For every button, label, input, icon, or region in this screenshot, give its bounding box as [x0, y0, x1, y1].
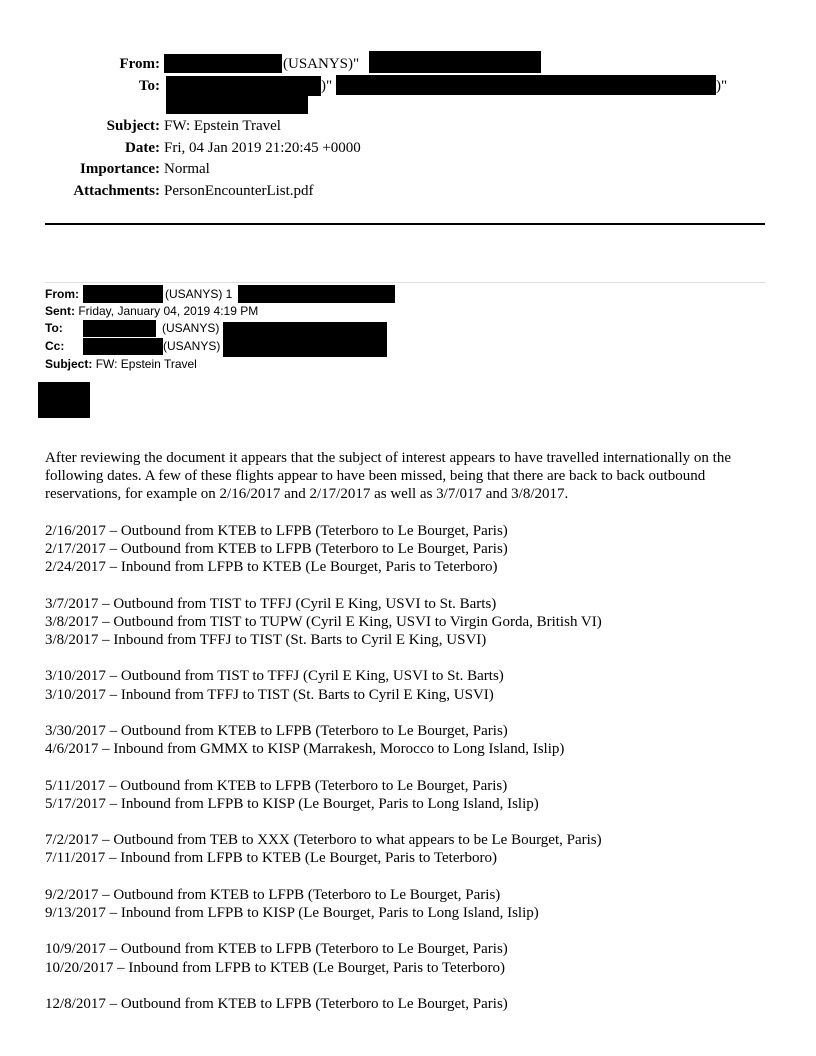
redaction [38, 382, 90, 418]
travel-list [45, 522, 770, 1013]
inner-subject-row: Subject: FW: Epstein Travel [45, 357, 197, 371]
travel-group [45, 886, 770, 922]
travel-entry: 3/8/2017 – Outbound from TIST to TUPW (Cyril E King, USVI to Virgin Gorda, British VI) [45, 613, 602, 630]
header-divider [45, 223, 765, 225]
travel-entry: 2/16/2017 – Outbound from KTEB to LFPB (Teterboro to Le Bourget, Paris) [45, 522, 508, 539]
travel-group [45, 722, 770, 758]
travel-entry: 12/8/2017 – Outbound from KTEB to LFPB (Teterboro to Le Bourget, Paris) [45, 995, 508, 1012]
travel-entry: 2/24/2017 – Inbound from LFPB to KTEB (Le Bourget, Paris to Teterboro) [45, 559, 498, 576]
inner-cc-row: Cc: (USANYS) < [45, 339, 231, 353]
travel-entry: 5/17/2017 – Inbound from LFPB to KISP (Le Bourget, Paris to Long Island, Islip) [45, 795, 539, 812]
travel-entry: 10/9/2017 – Outbound from KTEB to LFPB (Teterboro to Le Bourget, Paris) [45, 941, 508, 958]
redaction [83, 320, 156, 337]
inner-from-row: From: (USANYS) 1 [45, 286, 79, 303]
travel-group [45, 940, 770, 976]
redaction [83, 285, 163, 303]
forward-divider [45, 282, 765, 283]
redaction [336, 75, 716, 95]
travel-entry: 2/17/2017 – Outbound from KTEB to LFPB (Teterboro to Le Bourget, Paris) [45, 541, 508, 557]
attachment-link[interactable]: PersonEncounterList.pdf [164, 183, 314, 199]
travel-group [45, 522, 770, 577]
travel-entry: 3/30/2017 – Outbound from KTEB to LFPB (Teterboro to Le Bourget, Paris) [45, 722, 508, 739]
travel-entry: 4/6/2017 – Inbound from GMMX to KISP (Marrakesh, Morocco to Long Island, Islip) [45, 741, 565, 758]
travel-entry: 3/10/2017 – Inbound from TFFJ to TIST (St. Barts to Cyril E King, USVI) [45, 686, 494, 703]
travel-entry: 10/20/2017 – Inbound from LFPB to KTEB (Le Bourget, Paris to Teterboro) [45, 959, 506, 976]
travel-entry: 7/2/2017 – Outbound from TEB to XXX (Teterboro to what appears to be Le Bourget, Paris) [45, 832, 602, 849]
travel-entry: 7/11/2017 – Inbound from LFPB to KTEB (Le Bourget, Paris to Teterboro) [45, 850, 497, 867]
redaction [238, 285, 395, 303]
travel-entry: 9/2/2017 – Outbound from KTEB to LFPB (Teterboro to Le Bourget, Paris) [45, 886, 501, 903]
travel-group [45, 831, 770, 867]
redaction [166, 94, 308, 114]
email-body [45, 449, 770, 1031]
redaction [369, 51, 541, 73]
inner-sent-row: Sent: Friday, January 04, 2019 4:19 PM [45, 304, 259, 318]
intro-paragraph: After reviewing the document it appears that the subject of interest appears to have travelled internationally on the following dates. A few of these flights appear to have been missed, being that there are back to back outbound reservations, for example on 2/16/2017 and 2/17/2017 as well as 3/7/017 and 3/8/2017. [45, 450, 732, 503]
travel-entry: 3/10/2017 – Outbound from TIST to TFFJ (Cyril E King, USVI to St. Barts) [45, 668, 504, 685]
travel-entry: 5/11/2017 – Outbound from KTEB to LFPB (Teterboro to Le Bourget, Paris) [45, 777, 508, 794]
redaction [83, 338, 163, 355]
travel-group [45, 667, 770, 703]
document-page: From: (USANYS)" To: )" )" Subject: FW: Epstein Travel Date: Fri, 04 Jan 2019 21:20:45 +0000 Importance: Normal Attachments: PersonEncounterList.pdf From: (USANYS) 1 Sent: Friday, January 04, 2019 4:19 PM To: (USANYS) Cc: (USANYS) < Subject: FW: Epstein Travel After reviewing the document it appears that the subject of interest appears to have travelled internationally on the following dates. A few of these flights appear to have been missed, being that there are back to back outbound reservations, for example on 2/16/2017 and 2/17/2017 as well as 3/7/017 and 3/8/2017. 2/16/2017 – Outbound from KTEB to LFPB (Teterboro to Le Bourget, Paris) 2/17/2017 – Outbound from KTEB to LFPB (Teterboro to Le Bourget, Paris) 2/24/2017 – Inbound from LFPB to KTEB (Le Bourget, Paris to Teterboro) 3/7/2017 – Outbound from TIST to TFFJ (Cyril E King, USVI to St. Barts) 3/8/2017 – Outbound from TIST to TUPW (Cyril E King, USVI to Virgin Gorda, British VI) 3/8/2017 – Inbound from TFFJ to TIST (St. Barts to Cyril E King, USVI) 3/10/2017 – Outbound from TIST to TFFJ (Cyril E King, USVI to St. Barts) 3/10/2017 – Inbound from TFFJ to TIST (St. Barts to Cyril E King, USVI) 3/30/2017 – Outbound from KTEB to LFPB (Teterboro to Le Bourget, Paris) 4/6/2017 – Inbound from GMMX to KISP (Marrakesh, Morocco to Long Island, Islip) 5/11/2017 – Outbound from KTEB to LFPB (Teterboro to Le Bourget, Paris) 5/17/2017 – Inbound from LFPB to KISP (Le Bourget, Paris to Long Island, Islip) 7/2/2017 – Outbound from TEB to XXX (Teterboro to what appears to be Le Bourget, Paris) 7/11/2017 – Inbound from LFPB to KTEB (Le Bourget, Paris to Teterboro) 9/2/2017 – Outbound from KTEB to LFPB (Teterboro to Le Bourget, Paris) 9/13/2017 – Inbound from LFPB to KISP (Le Bourget, Paris to Long Island, Islip) 10/9/2017 – Outbound from KTEB to LFPB (Teterboro to Le Bourget, Paris) 10/20/2017 – Inbound from LFPB to KTEB (Le Bourget, Paris to Teterboro) 12/8/2017 – Outbound from KTEB to LFPB (Teterboro to Le Bourget, Paris) [0, 0, 816, 1056]
inner-to-row: To: (USANYS) [45, 320, 63, 337]
travel-entry: 3/8/2017 – Inbound from TFFJ to TIST (St. Barts to Cyril E King, USVI) [45, 632, 487, 648]
redaction [166, 76, 321, 96]
travel-group [45, 995, 770, 1013]
travel-group [45, 595, 770, 650]
travel-group [45, 777, 770, 813]
travel-entry: 9/13/2017 – Inbound from LFPB to KISP (Le Bourget, Paris to Long Island, Islip) [45, 904, 539, 921]
travel-entry: 3/7/2017 – Outbound from TIST to TFFJ (Cyril E King, USVI to St. Barts) [45, 595, 497, 612]
redaction [223, 322, 387, 357]
redaction [164, 54, 282, 73]
